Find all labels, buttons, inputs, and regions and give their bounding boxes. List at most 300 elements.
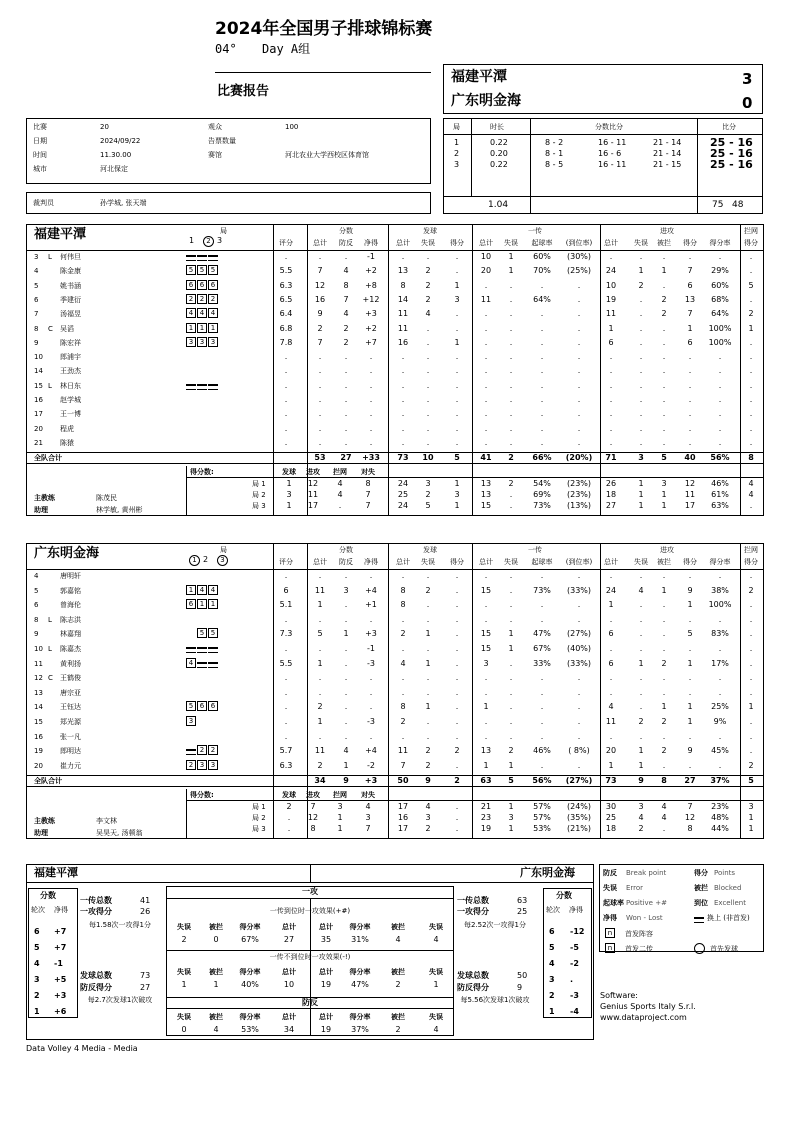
- sub-header-r_tot: 总计: [479, 558, 493, 566]
- sub-marker: [197, 380, 207, 390]
- player-stat-rating: 5.1: [279, 600, 293, 610]
- set-stat-at: 11: [307, 490, 319, 500]
- player-stat-r_err: .: [509, 395, 513, 404]
- player-stat-tot: 16: [314, 294, 326, 304]
- player-stat-rating: 6.4: [279, 309, 293, 319]
- info-label: 城市: [33, 165, 47, 173]
- player-stat-b_pts: 1: [748, 702, 754, 712]
- assistant-label: 助理: [34, 506, 48, 515]
- b-sideout-pts-label: 一攻得分: [457, 907, 489, 916]
- col-set-header: 局: [220, 227, 227, 235]
- set-duration: 0.22: [490, 138, 508, 147]
- sub-header-r_tot: 总计: [479, 239, 493, 247]
- player-stat-rating: .: [284, 366, 288, 376]
- player-stat-a_pct: .: [718, 423, 722, 433]
- sub-marker: [197, 658, 207, 668]
- summary-stat-header: 总计: [319, 1013, 333, 1021]
- player-stat-b_pts: 2: [748, 585, 754, 595]
- set-stat-a_err: 1: [638, 490, 644, 500]
- player-stat-r_tot: .: [484, 280, 488, 290]
- set-stat-b_pts: 3: [748, 802, 754, 812]
- sub-header-a_pct: 得分率: [709, 558, 731, 566]
- player-stat-a_err: .: [639, 687, 643, 697]
- player-stat-r_exc: (27%): [566, 629, 592, 639]
- player-stat-s_err: .: [426, 571, 430, 580]
- player-stat-s_err: 2: [425, 266, 431, 276]
- sub-header-a_blk: 被拦: [657, 239, 671, 247]
- player-stat-bp: .: [344, 437, 348, 447]
- summary-stat-value: 1: [181, 980, 187, 989]
- start-position: 6: [208, 701, 218, 711]
- set-stat-s_err: 4: [425, 802, 431, 812]
- a-sideout-ratio: 每1.58次一攻得1分: [88, 921, 152, 929]
- player-stat-a_blk: .: [662, 731, 666, 741]
- player-name: 黄利扬: [60, 659, 81, 668]
- player-stat-a_pct: 9%: [713, 717, 727, 726]
- software-label: Software:: [600, 991, 638, 1000]
- rotation-net: .: [570, 975, 574, 984]
- player-stat-r_exc: (30%): [566, 252, 592, 261]
- player-stat-b_pts: .: [749, 266, 753, 276]
- set-final-score: 25 - 16: [710, 136, 753, 149]
- player-stat-r_exc: .: [577, 614, 581, 624]
- player-stat-b_pts: .: [749, 423, 753, 433]
- player-stat-a_blk: 1: [661, 266, 667, 276]
- player-name: 吴滔: [60, 324, 74, 333]
- player-number: 6: [34, 601, 39, 610]
- player-stat-r_pos: .: [540, 614, 544, 624]
- player-stat-r_tot: .: [484, 380, 488, 390]
- set-played-2: 2: [203, 555, 209, 564]
- player-number: 9: [34, 338, 39, 347]
- player-stat-a_pct: .: [718, 409, 722, 419]
- info-label: 时间: [33, 151, 47, 159]
- sub-header-a_pts: 得分: [683, 558, 697, 566]
- player-stat-tot: 2: [317, 760, 323, 770]
- player-stat-r_err: .: [509, 280, 513, 290]
- player-stat-a_tot: 20: [605, 746, 617, 756]
- set-partial-2: 16 - 11: [598, 160, 627, 169]
- player-stat-a_err: .: [639, 352, 643, 362]
- player-stat-r_tot: .: [484, 600, 488, 610]
- assistant-name: 吴昊天, 汤顿翁: [96, 829, 143, 838]
- player-stat-s_tot: 16: [397, 337, 409, 347]
- match-info-box: [26, 118, 431, 184]
- player-stat-bp: .: [344, 673, 348, 683]
- player-stat-r_tot: .: [484, 395, 488, 404]
- set-stats-header: 进攻: [306, 791, 320, 800]
- rot-points-label: 分数: [556, 891, 572, 900]
- assistant-label: 助理: [34, 829, 48, 838]
- player-stat-r_tot: .: [484, 673, 488, 683]
- player-stat-a_pct: 83%: [711, 629, 729, 639]
- player-stat-b_pts: .: [749, 746, 753, 756]
- player-number: 11: [34, 659, 43, 668]
- player-stat-a_pts: .: [688, 571, 692, 580]
- player-stat-a_blk: .: [662, 280, 666, 290]
- player-stat-r_err: .: [509, 409, 513, 419]
- sub-header-tot: 总计: [313, 239, 327, 247]
- totals-label: 全队合计: [34, 454, 62, 463]
- col-attack-header: 进攻: [660, 227, 674, 235]
- player-stat-s_pts: 3: [454, 294, 460, 304]
- legend-desc2: Points: [714, 869, 736, 877]
- player-stat-a_pts: 7: [687, 309, 693, 319]
- player-stat-s_tot: .: [401, 437, 405, 447]
- set-stat-at: 12: [307, 479, 319, 489]
- player-stat-a_tot: .: [609, 731, 613, 741]
- set-stats-header: 发球: [282, 468, 296, 477]
- player-stat-r_err: .: [509, 717, 513, 726]
- player-name: 林日东: [60, 381, 81, 390]
- player-stat-a_tot: .: [609, 614, 613, 624]
- player-number: 10: [34, 353, 43, 362]
- player-name: 张一凡: [60, 732, 81, 741]
- set-stat-label: 局 2: [252, 491, 266, 500]
- set-stat-r_err: .: [509, 490, 513, 500]
- col-points-header: 分数: [339, 546, 353, 554]
- sub-header-a_tot: 总计: [604, 239, 618, 247]
- player-number: 4: [34, 267, 39, 276]
- player-name: 赵学城: [60, 396, 81, 404]
- summary-stat-header: 被拦: [209, 923, 223, 931]
- player-stat-a_tot: 24: [605, 266, 617, 276]
- a-serve-total: 73: [140, 971, 151, 980]
- player-stat-r_exc: ( 8%): [568, 746, 590, 756]
- player-stat-a_blk: .: [662, 614, 666, 624]
- player-stat-tot: .: [318, 644, 322, 653]
- start-position: 3: [186, 716, 196, 726]
- set-stat-a_blk: 4: [661, 813, 667, 823]
- set-stat-a_pct: 61%: [711, 490, 729, 500]
- player-stat-wl: +4: [365, 585, 377, 595]
- player-stat-a_blk: .: [662, 673, 666, 683]
- player-stat-s_tot: 2: [400, 717, 406, 726]
- player-stat-r_err: 1: [508, 629, 514, 639]
- player-stat-s_pts: .: [455, 409, 459, 419]
- sub-header-wl: 净得: [364, 558, 378, 566]
- b-bp-pts: 9: [517, 983, 523, 992]
- player-stat-r_exc: .: [577, 437, 581, 447]
- team-b-name: 广东明金海: [451, 93, 521, 109]
- rotation-number: 5: [34, 943, 40, 952]
- player-stat-r_pos: .: [540, 337, 544, 347]
- set-stat-a_pts: 11: [684, 490, 696, 500]
- player-stat-r_pos: .: [540, 717, 544, 726]
- player-stat-b_pts: .: [749, 673, 753, 683]
- player-stat-a_tot: 6: [608, 658, 614, 668]
- player-stat-a_tot: .: [609, 380, 613, 390]
- sub-marker: [186, 251, 196, 261]
- player-stat-a_tot: 1: [608, 760, 614, 770]
- player-name: 汤福昱: [60, 310, 81, 319]
- start-position: 3: [208, 760, 218, 770]
- sets-h-dur: 时长: [490, 123, 504, 131]
- player-stat-r_err: .: [509, 600, 513, 610]
- set-stat-a_blk: .: [662, 824, 666, 834]
- player-stat-s_tot: .: [401, 352, 405, 362]
- player-number: 4: [34, 572, 39, 580]
- match-day: 04°: [215, 42, 237, 56]
- player-stat-wl: +2: [365, 266, 377, 276]
- set-stat-a_blk: 1: [661, 490, 667, 500]
- player-stat-a_err: .: [639, 571, 643, 580]
- player-stat-tot: 9: [317, 309, 323, 319]
- player-stat-a_pts: .: [688, 644, 692, 653]
- set-stat-sv: 2: [286, 802, 292, 812]
- set-stat-at: 7: [310, 802, 316, 812]
- start-position: 5: [186, 701, 196, 711]
- set-stat-bk: 1: [337, 824, 343, 834]
- legend-desc: Won - Lost: [626, 914, 663, 922]
- set-stat-r_exc: (21%): [566, 824, 592, 834]
- player-stat-a_pct: 100%: [708, 323, 732, 333]
- legend-key: 失误: [603, 884, 617, 892]
- player-stat-b_pts: .: [749, 614, 753, 624]
- player-stat-s_err: 2: [425, 280, 431, 290]
- player-stat-s_tot: 7: [400, 760, 406, 770]
- player-stat-r_exc: .: [577, 673, 581, 683]
- player-stat-s_tot: 11: [397, 746, 409, 756]
- player-stat-a_err: 1: [638, 746, 644, 756]
- col-reception-header: 一传: [528, 546, 542, 554]
- set-stat-s_pts: 1: [454, 479, 460, 489]
- player-stat-s_err: .: [426, 423, 430, 433]
- player-name: 唐明轩: [60, 572, 81, 580]
- summary-stat-header: 失误: [177, 923, 191, 931]
- player-stat-s_tot: 8: [400, 280, 406, 290]
- set-stat-a_pct: 63%: [711, 501, 729, 511]
- player-stat-s_pts: .: [455, 571, 459, 580]
- player-stat-s_pts: .: [455, 380, 459, 390]
- summary-stat-value: 4: [213, 1025, 219, 1034]
- player-stat-tot: .: [318, 571, 322, 580]
- summary-stat-header: 总计: [319, 923, 333, 931]
- player-name: 郭嘉铭: [60, 586, 81, 595]
- player-name: 程虎: [60, 424, 74, 433]
- player-stat-a_blk: .: [662, 252, 666, 261]
- a-sideout-total: 41: [140, 896, 151, 905]
- player-stat-rating: 6: [283, 585, 289, 595]
- player-number: 3: [34, 253, 39, 261]
- player-stat-b_pts: 2: [748, 760, 754, 770]
- player-stat-rating: 5.7: [279, 746, 293, 756]
- totals-label: 全队合计: [34, 777, 62, 786]
- start-position: 3: [197, 760, 207, 770]
- set-stat-sv: 1: [286, 479, 292, 489]
- player-stat-wl: .: [369, 571, 373, 580]
- player-stat-r_pos: 70%: [533, 266, 551, 276]
- player-stat-a_err: .: [639, 252, 643, 261]
- set-stat-a_err: 2: [638, 824, 644, 834]
- player-stat-a_err: .: [639, 337, 643, 347]
- set-stat-op: 7: [365, 501, 371, 511]
- player-stat-a_pts: 1: [687, 600, 693, 610]
- set-stat-r_tot: 13: [480, 479, 492, 489]
- player-stat-a_blk: .: [662, 409, 666, 419]
- sub-header-s_err: 失误: [421, 239, 435, 247]
- player-stat-s_tot: 11: [397, 323, 409, 333]
- referee-box: [26, 192, 431, 214]
- set-stat-r_tot: 19: [480, 824, 492, 834]
- player-stat-a_pts: .: [688, 423, 692, 433]
- b-sideout-pts: 25: [517, 907, 528, 916]
- player-stat-rating: .: [284, 614, 288, 624]
- set-stat-s_tot: 24: [397, 501, 409, 511]
- player-stat-wl: +8: [365, 280, 377, 290]
- player-set-positions: [186, 760, 219, 779]
- player-stat-bp: .: [344, 687, 348, 697]
- total-stat-s_err: 10: [422, 453, 434, 463]
- player-name: 王一博: [60, 410, 81, 419]
- player-stat-r_exc: .: [577, 760, 581, 770]
- player-stat-r_exc: .: [577, 717, 581, 726]
- player-stat-r_pos: 60%: [533, 252, 551, 261]
- player-stat-r_pos: .: [540, 380, 544, 390]
- sub-marker: [208, 380, 218, 390]
- player-stat-b_pts: .: [749, 600, 753, 610]
- player-stat-s_err: 1: [425, 702, 431, 712]
- summary-stat-header: 失误: [429, 1013, 443, 1021]
- player-number: 14: [34, 367, 43, 376]
- total-stat-b_pts: 5: [748, 776, 754, 786]
- start-position: 5: [197, 628, 207, 638]
- sub-header-bp: 防反: [339, 558, 353, 566]
- info-value2: 100: [285, 123, 299, 131]
- player-name: 林嘉翔: [60, 630, 81, 639]
- summary-stat-header: 被拦: [209, 1013, 223, 1021]
- player-stat-rating: 7.8: [279, 337, 293, 347]
- player-stat-s_err: .: [426, 323, 430, 333]
- player-stat-bp: .: [344, 731, 348, 741]
- total-stat-r_tot: 63: [480, 776, 492, 786]
- player-stat-rating: .: [284, 409, 288, 419]
- coach-name: 陈茂民: [96, 494, 117, 503]
- a-bp-pts-label: 防反得分: [80, 983, 112, 992]
- set-stat-a_tot: 18: [605, 824, 617, 834]
- b-bp-pts-label: 防反得分: [457, 983, 489, 992]
- set-partial-3: 21 - 15: [653, 160, 682, 169]
- summary-stat-header: 被拦: [391, 1013, 405, 1021]
- player-stat-b_pts: .: [749, 395, 753, 404]
- summary-stat-header: 总计: [282, 1013, 296, 1021]
- player-stat-b_pts: 2: [748, 309, 754, 319]
- player-stat-a_blk: .: [662, 571, 666, 580]
- set-stat-a_tot: 18: [605, 490, 617, 500]
- sub-header-bp: 防反: [339, 239, 353, 247]
- sub-header-s_err: 失误: [421, 558, 435, 566]
- set-stat-a_blk: 3: [661, 479, 667, 489]
- player-stat-r_err: 1: [508, 644, 514, 653]
- player-stat-r_exc: .: [577, 280, 581, 290]
- summary-stat-value: 2: [181, 935, 187, 944]
- player-stat-wl: .: [369, 437, 373, 447]
- summary-stat-value: 4: [433, 935, 439, 944]
- player-stat-bp: 2: [343, 323, 349, 333]
- neg-label: 一传不到位时一攻效果(-!): [269, 953, 351, 961]
- a-sideout-total-label: 一传总数: [80, 896, 112, 905]
- rotation-net: -3: [570, 991, 579, 1000]
- sub-header-b_pts: 得分: [744, 239, 758, 247]
- perfect-label: 一传到位时一攻效果(+#): [269, 907, 351, 915]
- player-stat-a_err: .: [639, 309, 643, 319]
- player-stat-a_tot: 1: [608, 600, 614, 610]
- player-stat-a_err: .: [639, 395, 643, 404]
- player-stat-tot: .: [318, 731, 322, 741]
- player-stat-r_pos: .: [540, 352, 544, 362]
- set-stat-r_pos: 53%: [533, 824, 551, 834]
- player-stat-r_err: .: [509, 437, 513, 447]
- player-stat-bp: .: [344, 614, 348, 624]
- player-stat-bp: .: [344, 702, 348, 712]
- player-stat-b_pts: .: [749, 571, 753, 580]
- sets-h-score: 比分: [722, 123, 736, 131]
- set-stats-label: 得分数:: [190, 468, 214, 477]
- start-position: 2: [186, 760, 196, 770]
- player-stat-bp: .: [344, 658, 348, 668]
- summary-stat-value: 19: [320, 980, 332, 989]
- set-stat-label: 局 3: [252, 825, 266, 834]
- total-stat-r_err: 2: [508, 453, 514, 463]
- player-stat-r_exc: (25%): [566, 266, 592, 276]
- player-stat-r_pos: .: [540, 702, 544, 712]
- player-number: 9: [34, 630, 39, 639]
- player-set-positions: [186, 437, 219, 456]
- player-stat-s_pts: .: [455, 252, 459, 261]
- set-stat-r_pos: 54%: [533, 479, 551, 489]
- rot-label: 轮次: [31, 906, 45, 914]
- starting-setter-icon: n: [605, 943, 615, 953]
- sub-header-r_pos: 起球率: [531, 558, 553, 566]
- sub-marker: [208, 643, 218, 653]
- summary-stat-value: 1: [433, 980, 439, 989]
- rotation-number: 5: [549, 943, 555, 952]
- start-position: 6: [208, 280, 218, 290]
- player-stat-rating: 5.5: [279, 266, 293, 276]
- sub-header-a_err: 失误: [634, 558, 648, 566]
- player-stat-a_blk: 2: [661, 294, 667, 304]
- set-final-score: 25 - 16: [710, 158, 753, 171]
- player-stat-r_exc: .: [577, 600, 581, 610]
- player-stat-a_pts: 5: [687, 629, 693, 639]
- player-stat-s_err: .: [426, 352, 430, 362]
- player-name: 崔力元: [60, 761, 81, 770]
- player-stat-a_err: .: [639, 366, 643, 376]
- player-role: C: [48, 674, 53, 683]
- player-stat-bp: 4: [343, 746, 349, 756]
- b-bp-ratio: 每5.56次发球1次破攻: [460, 996, 530, 1004]
- player-stat-s_err: 2: [425, 294, 431, 304]
- summary-stat-header: 失误: [177, 1013, 191, 1021]
- player-stat-r_pos: .: [540, 760, 544, 770]
- player-stat-a_tot: .: [609, 409, 613, 419]
- player-stat-r_exc: .: [577, 309, 581, 319]
- legend-desc2: Excellent: [714, 899, 746, 907]
- sub-marker-icon: [694, 913, 704, 923]
- player-stat-b_pts: .: [749, 380, 753, 390]
- player-name: 郑光源: [60, 718, 81, 726]
- player-name: 陈志洪: [60, 615, 81, 624]
- total-stat-r_exc: (20%): [565, 453, 593, 463]
- player-stat-tot: 2: [317, 323, 323, 333]
- player-stat-s_pts: .: [455, 658, 459, 668]
- player-stat-wl: .: [369, 366, 373, 376]
- player-stat-a_pts: .: [688, 352, 692, 362]
- set-stats-header: 对失: [361, 468, 375, 477]
- player-stat-b_pts: 5: [748, 280, 754, 290]
- player-stat-b_pts: .: [749, 687, 753, 697]
- set-stat-a_pts: 7: [687, 802, 693, 812]
